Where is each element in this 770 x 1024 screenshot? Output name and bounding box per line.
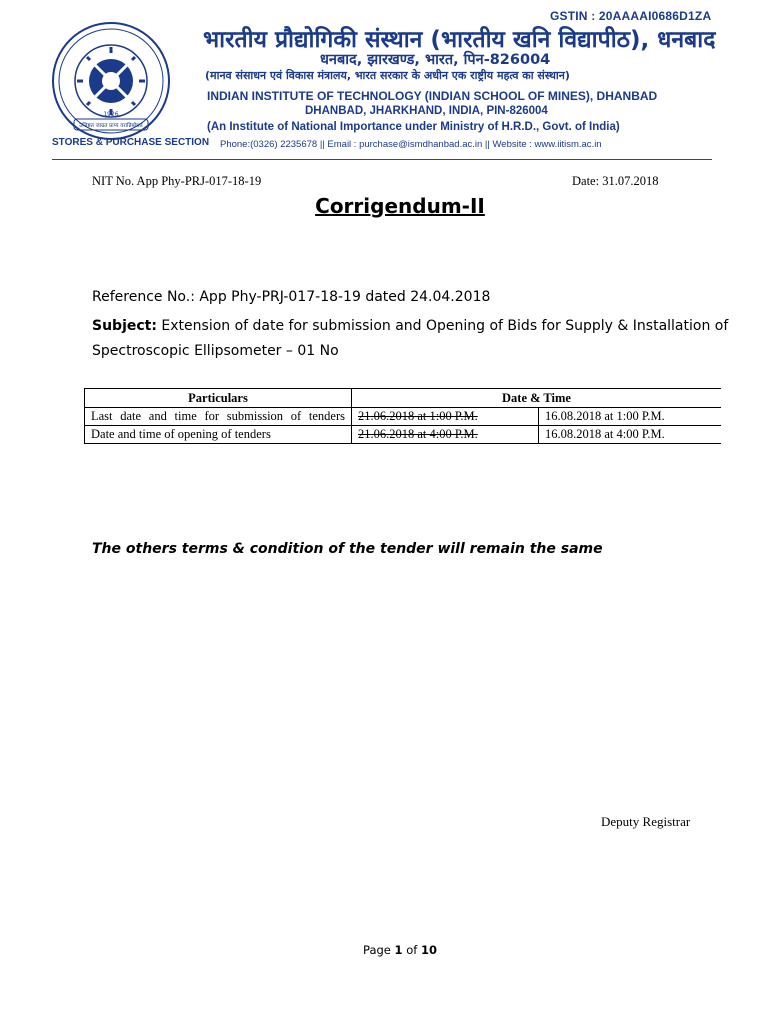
institute-ministry-english: (An Institute of National Importance under Ministry of H.R.D., Govt. of India): [207, 121, 620, 133]
gstin-number: GSTIN : 20AAAAI0686D1ZA: [550, 9, 712, 23]
document-date: Date: 31.07.2018: [572, 174, 659, 188]
old-date-strikethrough: 21.06.2018 at 4:00 P.M.: [358, 427, 478, 441]
remarks-text: The others terms & condition of the tender will remain the same: [92, 541, 603, 557]
subject-text: Extension of date for submission and Opening of Bids for Supply & Installation of Spectroscopic Ellipsometer – 01 No: [92, 318, 729, 359]
institute-logo-icon: [50, 20, 172, 142]
institute-ministry-hindi: (मानव संसाधन एवं विकास मंत्रालय, भारत सरकार के अधीन एक राष्ट्रीय महत्व का संस्थान): [205, 69, 570, 82]
old-date-strikethrough: 21.06.2018 at 1:00 P.M.: [358, 409, 478, 423]
subject-paragraph: [92, 314, 732, 364]
page-prefix: Page: [363, 943, 395, 957]
institute-name-hindi: भारतीय प्रौद्योगिकी संस्थान (भारतीय खनि विद्यापीठ), धनबाद: [203, 27, 716, 53]
page-current: 1: [394, 943, 403, 957]
signatory: Deputy Registrar: [601, 814, 691, 829]
page-of: of: [402, 943, 421, 957]
section-name: STORES & PURCHASE SECTION: [52, 137, 210, 148]
row-old-date: [352, 426, 539, 444]
page-total: 10: [420, 943, 437, 957]
table-row: [85, 408, 722, 426]
nit-number: NIT No. App Phy-PRJ-017-18-19: [92, 174, 262, 188]
row-old-date: [352, 408, 539, 426]
row-particular: Last date and time for submission of tenders: [85, 408, 352, 426]
logo-motto: उत्तिष्ठत जाग्रत प्राप्य वरान्निबोधत: [79, 123, 143, 129]
reference-number: Reference No.: App Phy-PRJ-017-18-19 dated 24.04.2018: [92, 289, 491, 305]
logo-year: 1926: [103, 111, 119, 118]
document-title: Corrigendum-II: [315, 194, 485, 218]
row-new-date: 16.08.2018 at 1:00 P.M.: [539, 408, 722, 426]
header-particulars: Particulars: [85, 389, 352, 408]
table-header-row: [85, 389, 722, 408]
header-divider: [52, 159, 712, 160]
page-number: [0, 943, 770, 957]
subject-label: Subject:: [92, 318, 157, 334]
institute-name-english: INDIAN INSTITUTE OF TECHNOLOGY (INDIAN SCHOOL OF MINES), DHANBAD: [207, 89, 658, 103]
table-row: [85, 426, 722, 444]
contact-line: Phone:(0326) 2235678 || Email : purchase@ismdhanbad.ac.in || Website : www.iitism.ac.in: [220, 139, 602, 150]
row-new-date: 16.08.2018 at 4:00 P.M.: [539, 426, 722, 444]
row-particular: Date and time of opening of tenders: [85, 426, 352, 444]
dates-table: [84, 388, 721, 444]
header-date-time: Date & Time: [352, 389, 722, 408]
institute-address-english: DHANBAD, JHARKHAND, INDIA, PIN-826004: [305, 105, 548, 117]
institute-address-hindi: धनबाद, झारखण्ड, भारत, पिन-826004: [320, 52, 551, 68]
